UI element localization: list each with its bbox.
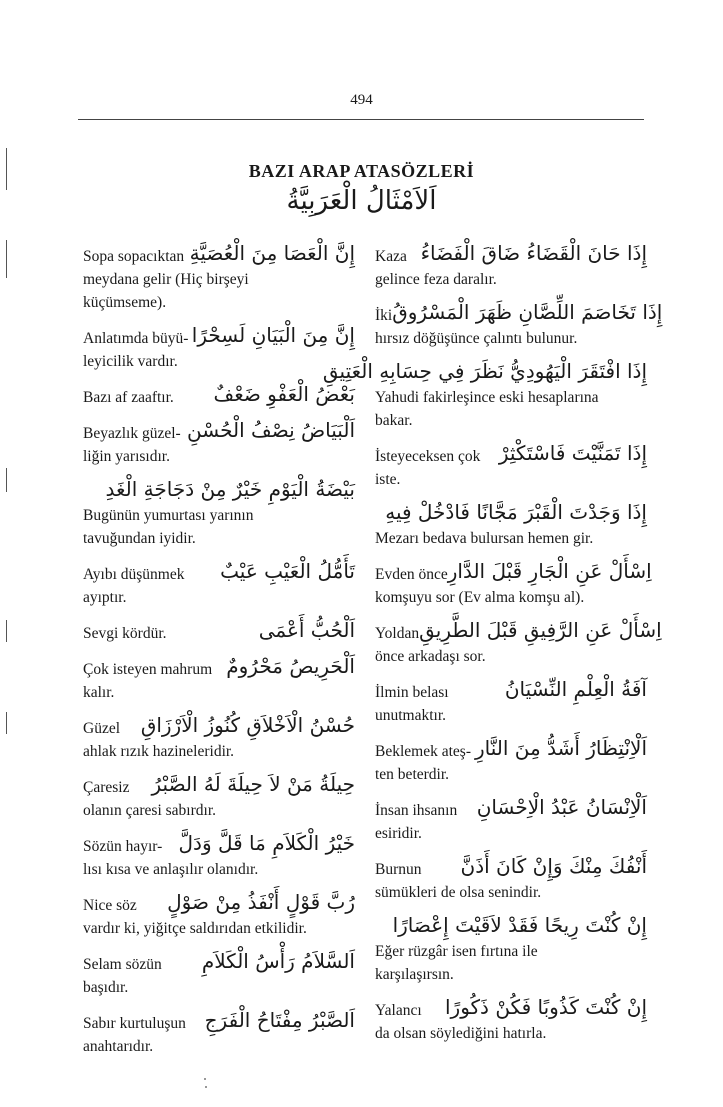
proverb-arabic: اِسْأَلْ عَنِ الْجَارِ قَبْلَ الدَّارِ xyxy=(447,559,652,583)
proverb-translation-start: Nice söz xyxy=(83,897,137,914)
right-proverb-column xyxy=(322,238,663,1045)
proverb-translation-start: Beyazlık güzel- xyxy=(83,425,181,442)
proverb-arabic: إِنَّ مِنَ الْبَيَانِ لَسِحْرًا xyxy=(191,323,355,347)
proverb-entry xyxy=(83,556,355,609)
proverb-entry xyxy=(83,710,355,763)
proverb-entry xyxy=(83,651,355,704)
proverb-entry xyxy=(375,297,663,350)
proverb-arabic: اَلسَّلاَمُ رَأْسُ الْكَلاَمِ xyxy=(201,949,355,973)
proverb-arabic: تَأَمُّلُ الْعَيْبِ عَيْبٌ xyxy=(220,559,355,583)
proverb-translation-start: Beklemek ateş- xyxy=(375,743,471,760)
proverb-arabic: خَيْرُ الْكَلاَمِ مَا قَلَّ وَدَلَّ xyxy=(178,831,355,855)
scan-edge-mark xyxy=(6,468,7,492)
page-title: BAZI ARAP ATASÖZLERİ xyxy=(248,161,475,181)
proverb-translation-line: iste. xyxy=(375,471,401,488)
proverb-arabic: اِسْأَلْ عَنِ الرَّفِيقِ قَبْلَ الطَّرِيقِ xyxy=(419,618,662,642)
proverb-translation-start: Yalancı xyxy=(375,1002,422,1019)
proverb-translation-start: Yoldan xyxy=(375,625,420,642)
proverb-translation-line: komşuyu sor (Ev alma komşu al). xyxy=(375,589,585,606)
page-number: 494 xyxy=(350,92,373,108)
proverb-entry xyxy=(375,438,647,491)
left-proverb-column xyxy=(83,238,355,1058)
proverb-arabic: حِيلَةُ مَنْ لاَ حِيلَةَ لَهُ الصَّبْرُ xyxy=(151,772,355,796)
proverb-entry xyxy=(83,320,355,373)
proverb-entry xyxy=(83,1005,355,1058)
proverb-translation-line: sümükleri de olsa senindir. xyxy=(375,884,542,901)
proverb-entry xyxy=(83,946,355,999)
proverb-translation-start: Kaza xyxy=(375,248,407,265)
proverb-translation-line: karşılaşırsın. xyxy=(375,966,454,983)
proverb-translation-start: Bazı af zaaftır. xyxy=(83,389,174,406)
proverb-arabic: اَلْبَيَاضُ نِصْفُ الْحُسْنِ xyxy=(187,418,355,442)
proverb-translation-line: leyicilik vardır. xyxy=(83,353,178,370)
proverb-entry xyxy=(83,474,355,550)
proverb-arabic: اَلْاِنْسَانُ عَبْدُ الْاِحْسَانِ xyxy=(476,795,647,819)
scan-edge-mark xyxy=(6,712,7,734)
proverb-entry xyxy=(375,556,652,609)
scan-edge-mark xyxy=(6,240,7,278)
proverb-translation-line: Bugünün yumurtası yarının xyxy=(83,507,254,524)
proverb-arabic: إِذَا تَخَاصَمَ اللِّصَّانِ ظَهَرَ الْمَسْرُوقُ xyxy=(392,300,663,324)
proverb-arabic: اَلْحَرِيصُ مَحْرُومٌ xyxy=(226,654,355,678)
proverb-arabic: إِنْ كُنْتَ رِيحًا فَقَدْ لاَقَيْتَ إِعْصَارًا xyxy=(392,913,647,937)
proverb-entry xyxy=(83,615,355,645)
proverb-entry xyxy=(83,887,355,940)
proverb-translation-start: Selam sözün xyxy=(83,956,162,973)
proverb-translation-line: olanın çaresi sabırdır. xyxy=(83,802,216,819)
proverb-translation-start: Evden önce xyxy=(375,566,448,583)
proverb-translation-line: önce arkadaşı sor. xyxy=(375,648,486,665)
scan-edge-mark xyxy=(6,148,7,190)
page-title-arabic: اَلاَمْثَالُ الْعَرَبِيَّةُ xyxy=(286,186,437,216)
proverb-entry xyxy=(322,356,647,432)
proverb-translation-line: ten beterdir. xyxy=(375,766,450,783)
proverb-translation-line: meydana gelir (Hiç birşeyi xyxy=(83,271,249,288)
proverb-entry xyxy=(375,674,647,727)
proverb-arabic: اَلْحُبُّ أَعْمَى xyxy=(258,618,355,642)
proverb-translation-line: ayıptır. xyxy=(83,589,127,606)
proverb-arabic: إِذَا تَمَنَّيْتَ فَاسْتَكْثِرْ xyxy=(498,441,647,465)
proverb-entry xyxy=(375,851,647,904)
proverb-arabic: حُسْنُ الْاَخْلاَقِ كُنُوزُ الْاَرْزَاقِ xyxy=(140,713,355,737)
proverb-entry xyxy=(83,828,355,881)
proverb-entry xyxy=(375,910,647,986)
proverb-translation-line: lısı kısa ve anlaşılır olanıdır. xyxy=(83,861,259,878)
proverb-entry xyxy=(375,992,647,1045)
proverb-entry xyxy=(375,238,647,291)
proverb-translation-start: Burnun xyxy=(375,861,422,878)
proverb-translation-line: vardır ki, yiğitçe saldırıdan etkilidir. xyxy=(83,920,307,937)
proverb-entry xyxy=(375,792,647,845)
proverb-translation-start: İlmin belası xyxy=(375,684,449,701)
proverb-translation-line: liğin yarısıdır. xyxy=(83,448,170,465)
proverb-translation-line: kalır. xyxy=(83,684,115,701)
proverb-entry xyxy=(375,733,647,786)
proverb-translation-start: Sevgi kördür. xyxy=(83,625,167,642)
proverb-translation-line: da olsan söylediğini hatırla. xyxy=(375,1025,547,1042)
proverb-translation-line: ahlak rızık hazineleridir. xyxy=(83,743,235,760)
proverb-translation-start: Sabır kurtuluşun xyxy=(83,1015,186,1032)
proverb-translation-start: Çaresiz xyxy=(83,779,130,796)
scan-speck xyxy=(205,1086,207,1088)
header-rule xyxy=(78,119,644,120)
proverb-arabic: إِذَا افْتَقَرَ الْيَهُودِيُّ نَظَرَ فِي حِسَابِهِ الْعَتِيقِ xyxy=(322,359,647,383)
proverb-translation-line: Mezarı bedava bulursan hemen gir. xyxy=(375,530,594,547)
proverb-translation-line: bakar. xyxy=(375,412,413,429)
proverb-translation-line: gelince feza daralır. xyxy=(375,271,497,288)
proverb-translation-start: Anlatımda büyü- xyxy=(83,330,189,347)
proverb-translation-line: Eğer rüzgâr isen fırtına ile xyxy=(375,943,538,960)
proverb-entry xyxy=(375,615,662,668)
proverb-arabic: بَيْضَةُ الْيَوْمِ خَيْرٌ مِنْ دَجَاجَةِ الْغَدِ xyxy=(105,477,355,501)
proverb-translation-start: Sözün hayır- xyxy=(83,838,163,855)
proverb-translation-line: anahtarıdır. xyxy=(83,1038,154,1055)
proverb-arabic: رُبَّ قَوْلٍ أَنْفَذُ مِنْ صَوْلٍ xyxy=(167,890,355,914)
proverb-arabic: بَعْضُ الْعَفْوِ ضَعْفٌ xyxy=(213,382,355,406)
proverb-arabic: آفَةُ الْعِلْمِ النِّسْيَانُ xyxy=(504,677,647,701)
proverb-translation-start: İki xyxy=(375,307,393,324)
proverb-translation-line: esiridir. xyxy=(375,825,422,842)
proverb-translation-line: Yahudi fakirleşince eski hesaplarına xyxy=(375,389,599,406)
proverb-arabic: اَلْاِنْتِظَارُ أَشَدُّ مِنَ النَّارِ xyxy=(475,736,647,760)
proverb-translation-line: küçümseme). xyxy=(83,294,167,311)
proverb-arabic: إِنْ كُنْتَ كَذُوبًا فَكُنْ ذَكُورًا xyxy=(444,995,647,1019)
proverb-translation-start: Güzel xyxy=(83,720,121,737)
proverb-arabic: إِنَّ الْعَصَا مِنَ الْعُصَيَّةِ xyxy=(189,241,355,265)
proverb-translation-start: İnsan ihsanın xyxy=(375,802,458,819)
proverb-translation-start: İsteyeceksen çok xyxy=(375,448,481,465)
proverb-entry xyxy=(83,769,355,822)
proverb-translation-line: unutmaktır. xyxy=(375,707,447,724)
proverb-arabic: اَلصَّبْرُ مِفْتَاحُ الْفَرَجِ xyxy=(204,1008,355,1032)
scan-speck xyxy=(204,1078,206,1080)
proverb-translation-start: Sopa sopacıktan xyxy=(83,248,185,265)
proverb-translation-start: Ayıbı düşünmek xyxy=(83,566,185,583)
proverb-entry xyxy=(83,379,355,409)
proverb-arabic: إِذَا حَانَ الْقَضَاءُ ضَاقَ الْفَضَاءُ xyxy=(420,241,647,265)
proverb-translation-line: başıdır. xyxy=(83,979,129,996)
proverb-arabic: أَنْفُكَ مِنْكَ وَإِنْ كَانَ أَذَنَّ xyxy=(460,854,647,878)
proverb-translation-line: hırsız döğüşünce çalıntı bulunur. xyxy=(375,330,578,347)
scan-edge-mark xyxy=(6,620,7,642)
proverb-translation-start: Çok isteyen mahrum xyxy=(83,661,213,678)
proverb-entry xyxy=(375,497,647,550)
proverb-arabic: إِذَا وَجَدْتَ الْقَبْرَ مَجَّانًا فَادْخُلْ فِيهِ xyxy=(385,500,647,524)
proverb-entry xyxy=(83,415,355,468)
proverb-entry xyxy=(83,238,355,314)
proverb-translation-line: tavuğundan iyidir. xyxy=(83,530,196,547)
